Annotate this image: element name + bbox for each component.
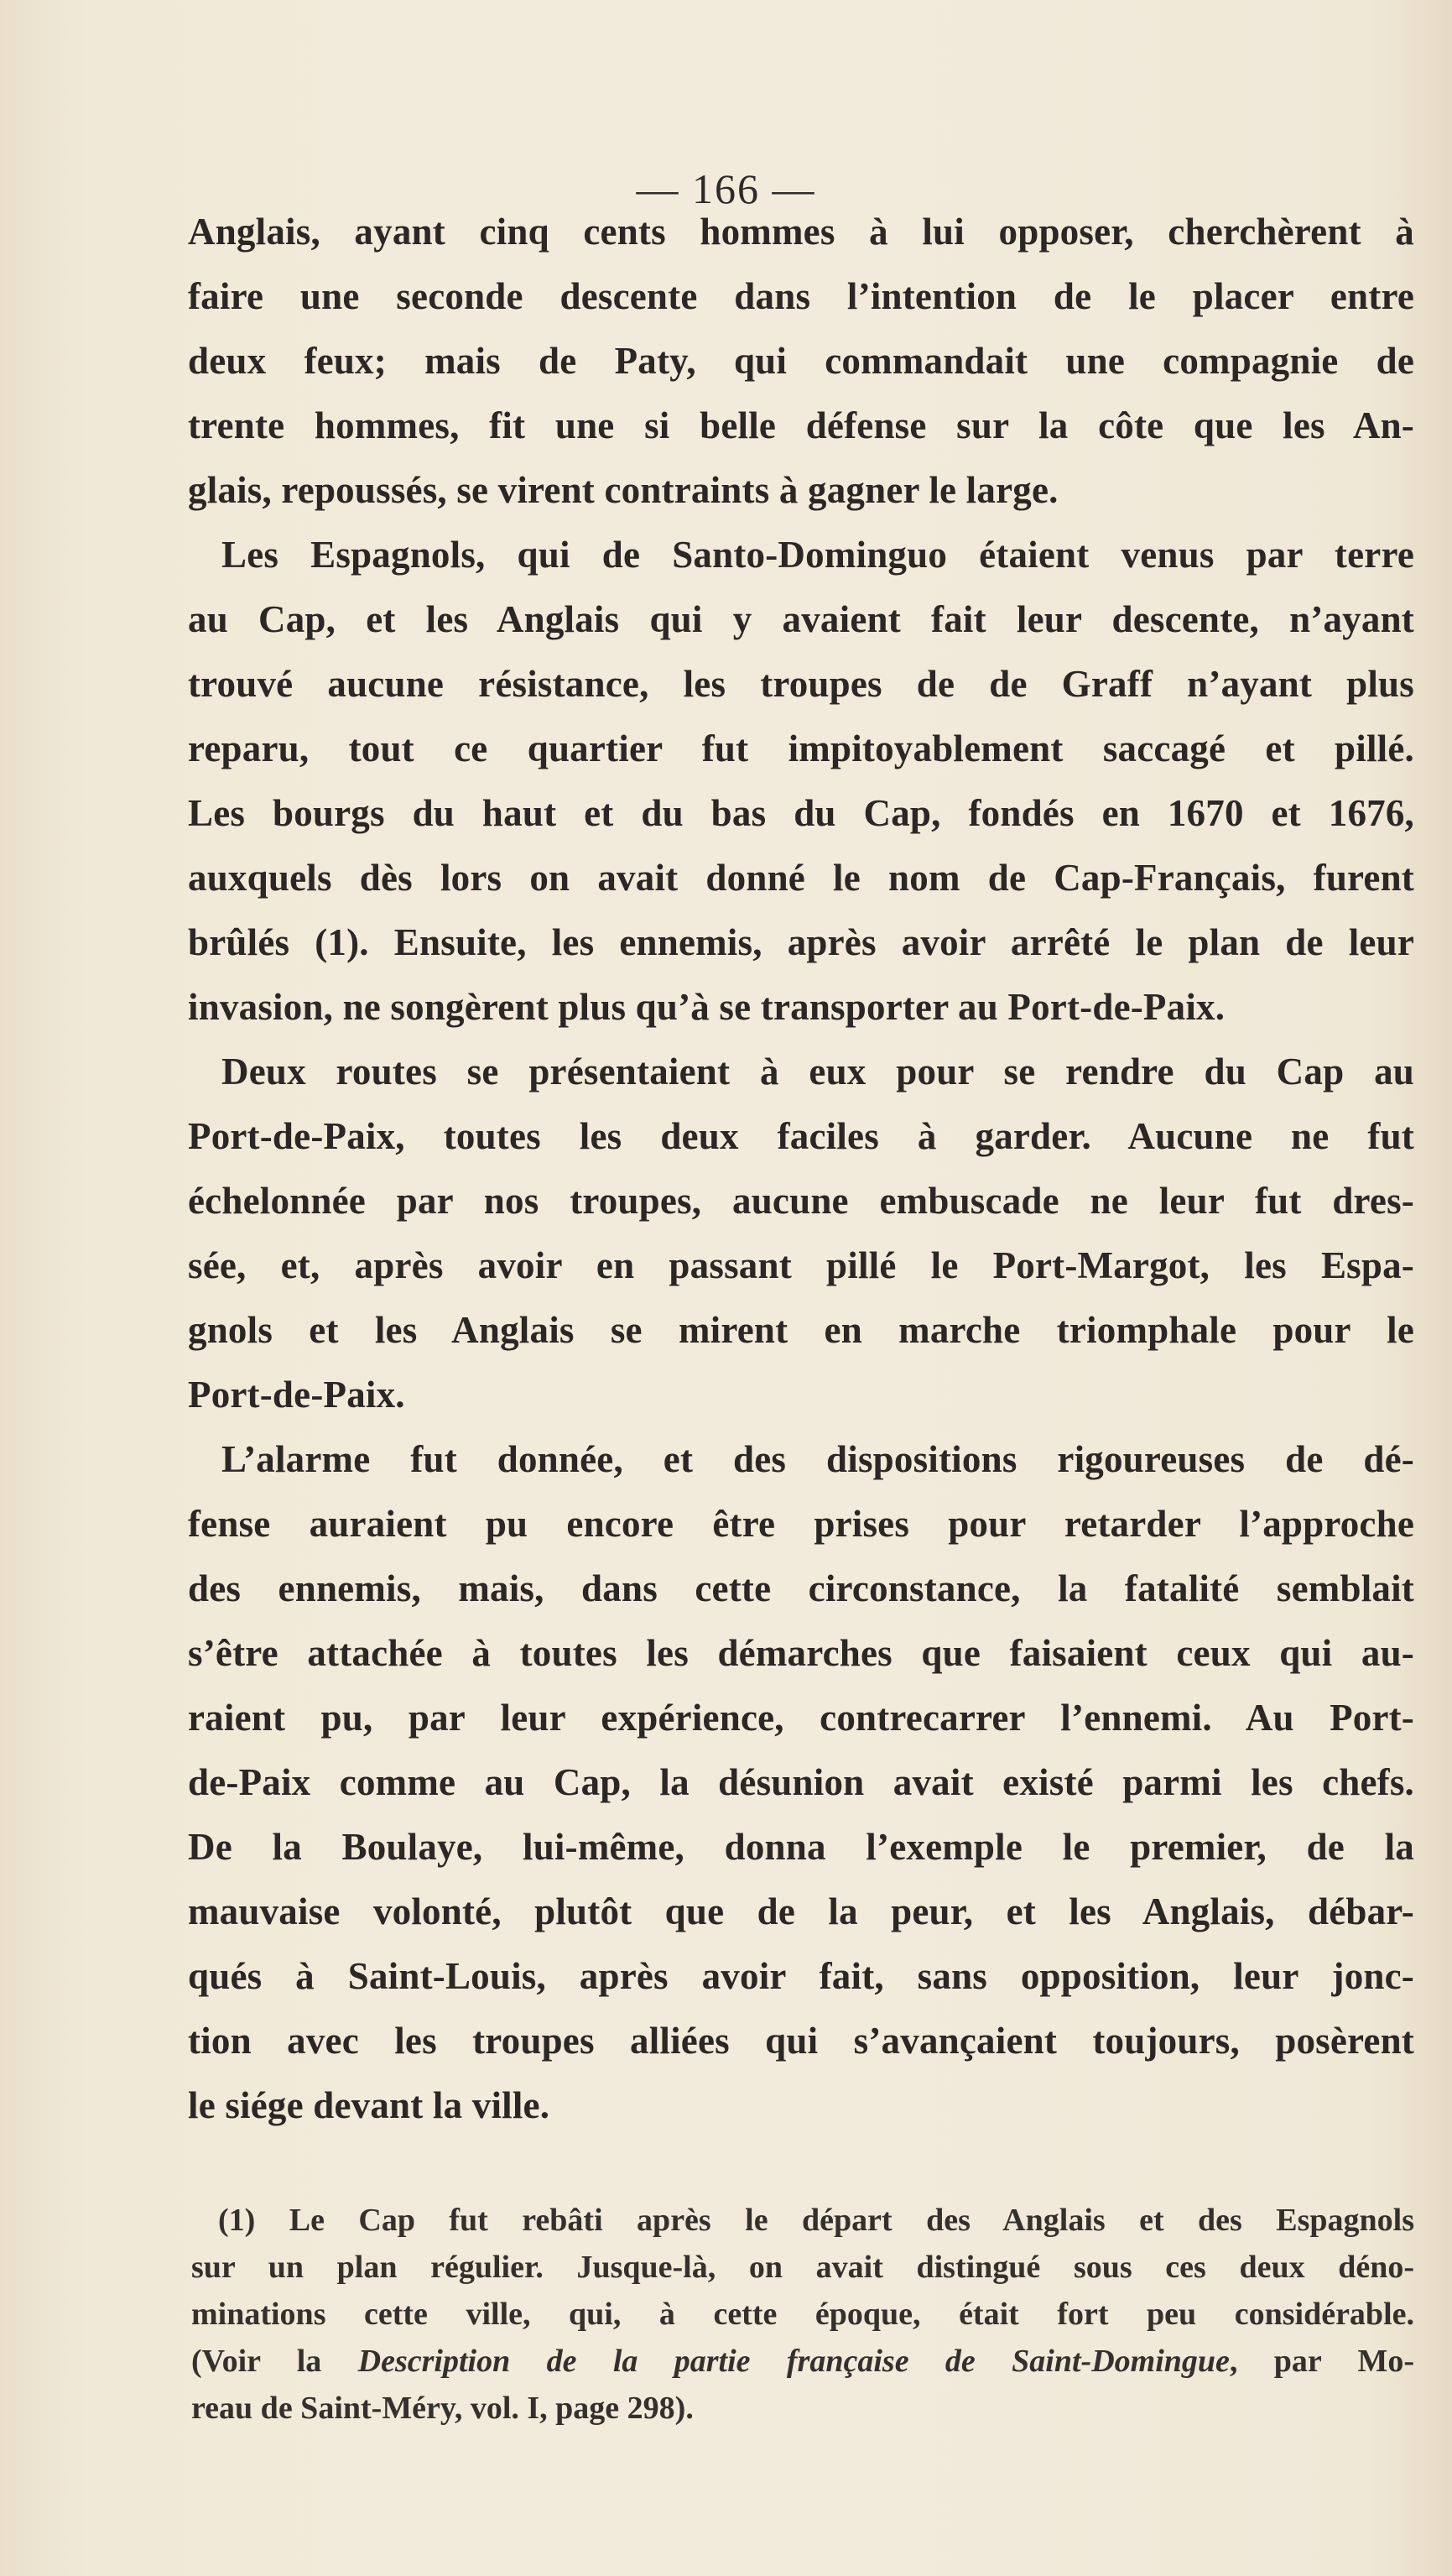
footnote-line: (1) Le Cap fut rebâti après le départ des Anglais et des Espagnols bbox=[218, 2203, 1414, 2238]
text-line: trente hommes, fit une si belle défense sur la côte que les An- bbox=[188, 404, 1414, 446]
body-text bbox=[188, 200, 1414, 2138]
text-line: s’être attachée à toutes les démarches que faisaient ceux qui au- bbox=[188, 1632, 1414, 1674]
text-line: reparu, tout ce quartier fut impitoyablement saccagé et pillé. bbox=[188, 727, 1414, 769]
text-line: tion avec les troupes alliées qui s’avançaient toujours, posèrent bbox=[188, 2020, 1414, 2062]
text-line: Les bourgs du haut et du bas du Cap, fondés en 1670 et 1676, bbox=[188, 792, 1414, 834]
text-line: auxquels dès lors on avait donné le nom de Cap-Français, furent bbox=[188, 857, 1414, 899]
text-line: gnols et les Anglais se mirent en marche triomphale pour le bbox=[188, 1309, 1414, 1351]
text-line: faire une seconde descente dans l’intention de le placer entre bbox=[188, 275, 1414, 317]
text-line: glais, repoussés, se virent contraints à gagner le large. bbox=[188, 469, 1059, 511]
text-line: Anglais, ayant cinq cents hommes à lui opposer, cherchèrent à bbox=[188, 211, 1414, 253]
text-line: De la Boulaye, lui-même, donna l’exemple le premier, de la bbox=[188, 1826, 1414, 1868]
text-line: brûlés (1). Ensuite, les ennemis, après avoir arrêté le plan de leur bbox=[188, 921, 1414, 963]
footnote-line: reau de Saint-Méry, vol. I, page 298). bbox=[191, 2391, 694, 2426]
footnote-line bbox=[191, 2338, 1414, 2385]
text-line: trouvé aucune résistance, les troupes de de Graff n’ayant plus bbox=[188, 663, 1414, 705]
page-number: — 166 — bbox=[636, 165, 816, 212]
text-line: invasion, ne songèrent plus qu’à se transporter au Port-de-Paix. bbox=[188, 986, 1226, 1028]
text-line: le siége devant la ville. bbox=[188, 2084, 550, 2126]
text-line: sée, et, après avoir en passant pillé le Port-Margot, les Espa- bbox=[188, 1244, 1414, 1286]
text-line: échelonnée par nos troupes, aucune embuscade ne leur fut dres- bbox=[188, 1180, 1414, 1222]
text-line: L’alarme fut donnée, et des dispositions rigoureuses de dé- bbox=[221, 1438, 1414, 1480]
footnote-text: , par Mo- bbox=[1229, 2344, 1414, 2379]
text-line: Les Espagnols, qui de Santo-Dominguo étaient venus par terre bbox=[221, 534, 1414, 576]
text-line: des ennemis, mais, dans cette circonstance, la fatalité semblait bbox=[188, 1567, 1414, 1609]
footnote-text: (Voir la bbox=[191, 2344, 358, 2379]
footnote-book-title: Description de la partie française de Saint-Domingue bbox=[357, 2344, 1230, 2379]
text-line: Port-de-Paix. bbox=[188, 1374, 405, 1416]
text-line: Port-de-Paix, toutes les deux faciles à garder. Aucune ne fut bbox=[188, 1115, 1414, 1157]
text-line: fense auraient pu encore être prises pour retarder l’approche bbox=[188, 1503, 1414, 1545]
footnote bbox=[191, 2197, 1414, 2432]
text-line: mauvaise volonté, plutôt que de la peur, et les Anglais, débar- bbox=[188, 1890, 1414, 1932]
text-line: qués à Saint-Louis, après avoir fait, sans opposition, leur jonc- bbox=[188, 1955, 1414, 1997]
footnote-line: minations cette ville, qui, à cette époque, était fort peu considérable. bbox=[191, 2297, 1414, 2332]
footnote-line: sur un plan régulier. Jusque-là, on avait distingué sous ces deux déno- bbox=[191, 2250, 1414, 2285]
text-line: deux feux; mais de Paty, qui commandait une compagnie de bbox=[188, 340, 1414, 382]
text-line: raient pu, par leur expérience, contrecarrer l’ennemi. Au Port- bbox=[188, 1697, 1414, 1739]
text-line: de-Paix comme au Cap, la désunion avait existé parmi les chefs. bbox=[188, 1761, 1414, 1803]
text-line: au Cap, et les Anglais qui y avaient fait leur descente, n’ayant bbox=[188, 598, 1414, 640]
text-line: Deux routes se présentaient à eux pour se rendre du Cap au bbox=[221, 1051, 1414, 1092]
